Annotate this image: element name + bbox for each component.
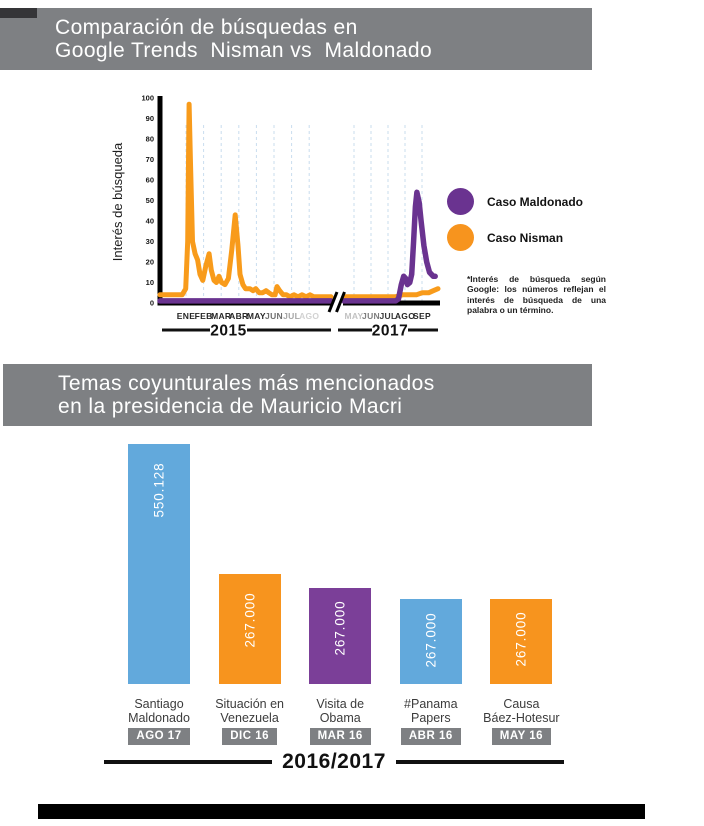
y-tick-label: 90 [145, 114, 154, 123]
month-label: AGO [299, 311, 320, 321]
bar-date-badge: ABR 16 [401, 728, 461, 745]
bar-situaci-n-en-venezuela [219, 574, 281, 684]
trends-legend [447, 188, 583, 260]
maldonado-color-dot [447, 188, 474, 215]
bar-santiago-maldonado [128, 444, 190, 684]
bar-title-line1: Temas coyunturales más mencionados [58, 372, 435, 395]
bottom-divider-bar [38, 804, 645, 819]
trends-chart-title-banner [0, 8, 592, 70]
bar-chart-canvas [0, 430, 704, 684]
y-tick-label: 100 [141, 93, 154, 103]
bar-value-label: 550.128 [151, 462, 167, 518]
month-label: MAR [211, 311, 232, 321]
month-label: JUN [362, 311, 380, 321]
bar-category-line: Santiago [134, 697, 184, 711]
month-label: ABR [229, 311, 249, 321]
x-axis-year-label: 2016/2017 [282, 750, 386, 773]
bar-value-label: 267.000 [513, 611, 529, 667]
month-label: AGO [394, 311, 416, 321]
bar-category-line: Visita de [316, 697, 365, 711]
series-line-2017 [344, 289, 438, 297]
bar-category-line: Papers [410, 711, 451, 725]
bar-category-line: Maldonado [128, 711, 190, 725]
legend-item-nisman [447, 224, 583, 251]
x-axis-rule-left [104, 760, 272, 764]
legend-item-maldonado [447, 188, 583, 215]
y-tick-label: 50 [145, 196, 154, 205]
bar--panama-papers [400, 599, 462, 684]
y-tick-label: 20 [145, 257, 154, 267]
bar-category-line: Obama [319, 711, 361, 725]
trends-title-line1: Comparación de búsquedas en [55, 16, 358, 39]
y-tick-label: 40 [145, 216, 154, 226]
year-label-2015: 2015 [210, 322, 247, 340]
bar-date-badge: MAY 16 [492, 728, 551, 745]
bar-value-label: 267.000 [332, 600, 348, 656]
month-label: JUL [283, 311, 301, 321]
bar-date-badge: MAR 16 [310, 728, 371, 745]
legend-label-maldonado: Caso Maldonado [487, 194, 584, 209]
y-tick-label: 80 [145, 134, 154, 144]
y-tick-label: 10 [145, 278, 154, 287]
y-tick-label: 30 [145, 237, 154, 246]
bar-visita-de-obama [309, 588, 371, 684]
month-label: SEP [413, 311, 431, 321]
bar-category-label [459, 697, 583, 745]
bar-category-line: Situación en [215, 697, 284, 711]
month-label: MAY [246, 311, 266, 321]
bar-date-badge: DIC 16 [222, 728, 277, 745]
bar-chart-categories [0, 697, 704, 757]
month-label: FEB [194, 311, 213, 321]
bar-chart-title-banner [3, 364, 592, 426]
month-label: ENE [176, 311, 196, 321]
legend-label-nisman: Caso Nisman [487, 230, 564, 245]
bar-title-line2: en la presidencia de Mauricio Macri [58, 395, 403, 418]
bar-chart-x-axis [104, 750, 564, 774]
bar-date-badge: AGO 17 [128, 728, 189, 745]
bar-category-line: #Panama [404, 697, 458, 711]
corner-mark [0, 8, 37, 18]
trends-title-line2: Google Trends Nisman vs Maldonado [55, 39, 433, 62]
series-line-2017 [344, 192, 435, 301]
y-tick-label: 60 [145, 175, 154, 185]
nisman-color-dot [447, 224, 474, 251]
x-axis-rule-right [396, 760, 564, 764]
month-label: MAY [344, 311, 364, 321]
bar-category-line: Venezuela [220, 711, 279, 725]
bar-category-line: Báez-Hotesur [483, 711, 560, 725]
y-axis-title: Interés de búsqueda [110, 142, 125, 262]
bar-value-label: 267.000 [423, 612, 439, 668]
y-tick-label: 70 [145, 155, 154, 164]
y-tick-label: 0 [149, 298, 154, 308]
bar-category-line: Causa [503, 697, 540, 711]
month-label: JUL [379, 311, 397, 321]
year-label-2017: 2017 [371, 322, 409, 340]
bar-value-label: 267.000 [242, 592, 258, 648]
trends-footnote: *Interés de búsqueda según Google: los números reflejan el interés de búsqueda de una palabra o un término. [467, 274, 606, 316]
bar-causa-b-ez-hotesur [490, 599, 552, 684]
trends-plot [100, 90, 444, 350]
month-label: JUN [265, 311, 283, 321]
